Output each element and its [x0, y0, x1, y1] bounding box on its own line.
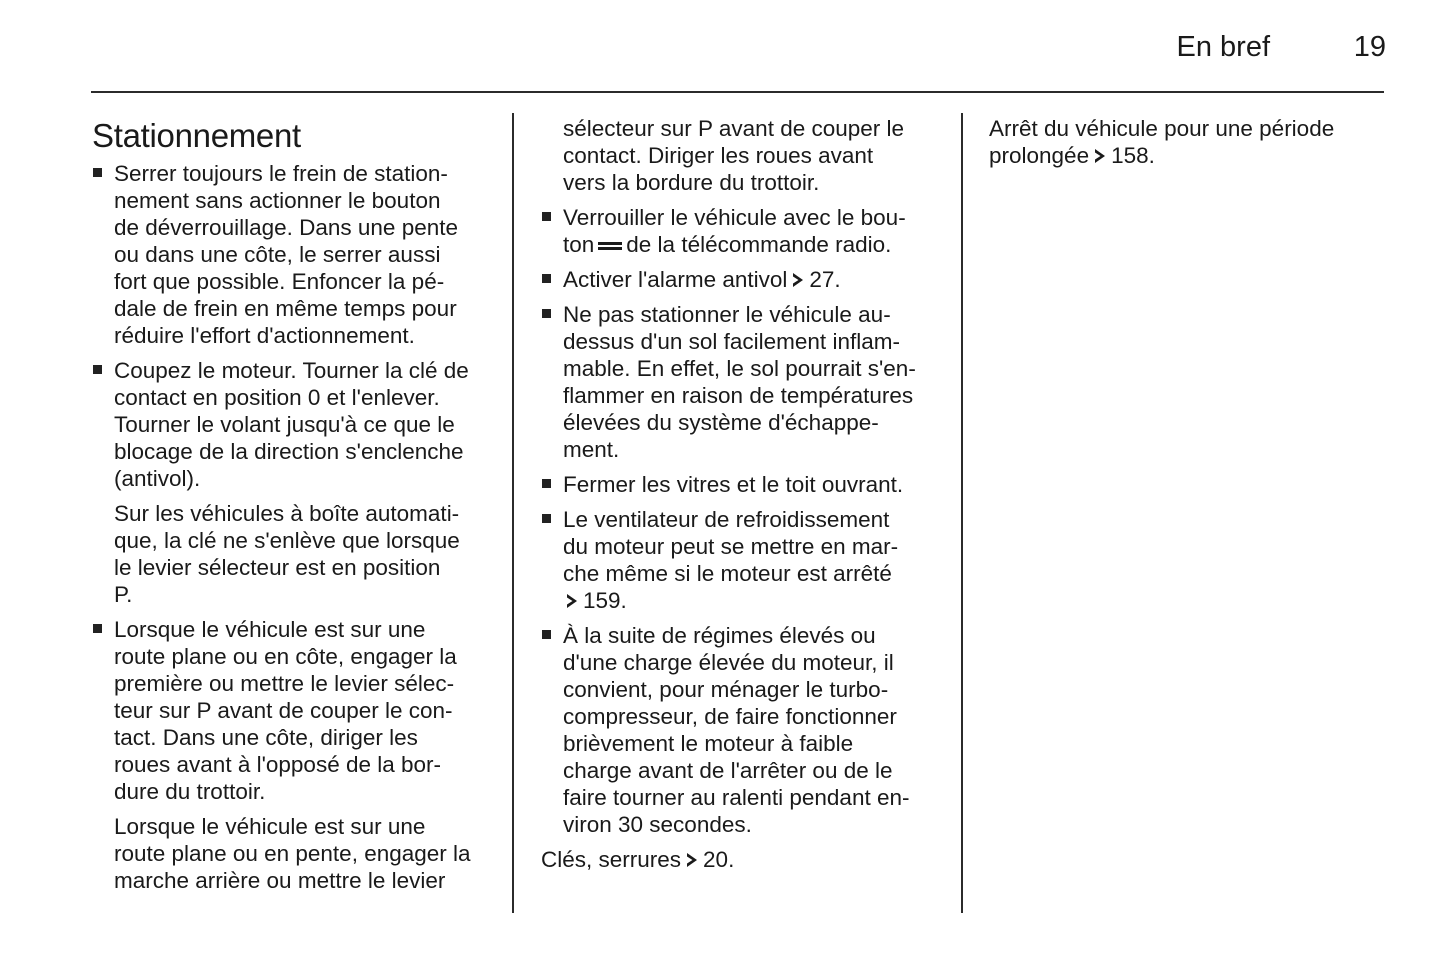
cross-reference-keys-locks: Clés, serrures 20. [541, 847, 735, 872]
text-line: P. [114, 582, 133, 607]
text-line: Sur les véhicules à boîte automati- [114, 501, 460, 526]
reference-arrow-icon[interactable] [789, 271, 806, 289]
text-line: Ne pas stationner le véhicule au- [563, 302, 891, 327]
page-reference[interactable]: 159. [583, 588, 627, 613]
text-line: dessus d'un sol facilement inflam- [563, 329, 900, 354]
text-line: ment. [563, 437, 620, 462]
text-line: che même si le moteur est arrêté [563, 561, 892, 586]
bullet-item [92, 160, 492, 349]
text-line: flammer en raison de températures [563, 383, 914, 408]
text-line: viron 30 secondes. [563, 812, 752, 837]
text-line: contact en position 0 et l'enlever. [114, 385, 440, 410]
text-line: charge avant de l'arrêter ou de le [563, 758, 893, 783]
reference-arrow-icon[interactable] [683, 851, 700, 869]
text-line: dure du trottoir. [114, 779, 266, 804]
square-bullet-icon [93, 168, 102, 177]
text-line: brièvement le moteur à faible [563, 731, 854, 756]
square-bullet-icon [542, 212, 551, 221]
column-2 [541, 115, 941, 881]
text-line: élevées du système d'échappe- [563, 410, 879, 435]
text-line: Lorsque le véhicule est sur une [114, 617, 426, 642]
column-divider-2 [961, 113, 963, 913]
text-line: Le ventilateur de refroidissement [563, 507, 890, 532]
paragraph [92, 813, 492, 894]
text-line: dale de frein en même temps pour [114, 296, 457, 321]
column-divider-1 [512, 113, 514, 913]
column-1 [92, 115, 492, 902]
text-line: le levier sélecteur est en position [114, 555, 441, 580]
page-reference[interactable]: 20. [703, 847, 735, 872]
text-line: Coupez le moteur. Tourner la clé de [114, 358, 469, 383]
text-line: Fermer les vitres et le toit ouvrant. [563, 472, 904, 497]
square-bullet-icon [542, 479, 551, 488]
page-reference[interactable]: 158. [1111, 143, 1155, 168]
text-line: teur sur P avant de couper le con- [114, 698, 453, 723]
text-line: roues avant à l'opposé de la bor- [114, 752, 442, 777]
text-line: sélecteur sur P avant de couper le [563, 116, 905, 141]
reference-arrow-icon[interactable] [1091, 147, 1108, 165]
text-line: (antivol). [114, 466, 201, 491]
square-bullet-icon [542, 630, 551, 639]
reference-arrow-icon[interactable] [563, 592, 580, 610]
text-line: marche arrière ou mettre le levier [114, 868, 446, 893]
bullet-item [541, 471, 941, 498]
text-line: que, la clé ne s'enlève que lorsque [114, 528, 460, 553]
text-line: réduire l'effort d'actionnement. [114, 323, 415, 348]
column-3 [989, 115, 1389, 177]
text-line: route plane ou en pente, engager la [114, 841, 471, 866]
text-line: faire tourner au ralenti pendant en- [563, 785, 910, 810]
text-line: vers la bordure du trottoir. [563, 170, 820, 195]
text-line: première ou mettre le levier sélec- [114, 671, 455, 696]
section-title: Stationnement [92, 117, 301, 154]
text-line: ou dans une côte, le serrer aussi [114, 242, 441, 267]
page-reference[interactable]: 27. [809, 267, 841, 292]
text-line: compresseur, de faire fonctionner [563, 704, 897, 729]
text-line: À la suite de régimes élevés ou [563, 623, 876, 648]
paragraph [92, 500, 492, 608]
square-bullet-icon [542, 309, 551, 318]
page-number: 19 [1353, 31, 1386, 63]
header-rule [91, 91, 1384, 93]
square-bullet-icon [542, 514, 551, 523]
text-line: nement sans actionner le bouton [114, 188, 441, 213]
bullet-item [92, 357, 492, 492]
text-line: fort que possible. Enfoncer la pé- [114, 269, 445, 294]
text-line: convient, pour ménager le turbo- [563, 677, 889, 702]
bullet-alarm: Activer l'alarme antivol 27. [541, 266, 941, 293]
text-line: route plane ou en côte, engager la [114, 644, 457, 669]
text-line: blocage de la direction s'enclenche [114, 439, 464, 464]
square-bullet-icon [93, 365, 102, 374]
lock-key-icon [598, 241, 622, 251]
continued-paragraph [541, 115, 941, 196]
square-bullet-icon [93, 624, 102, 633]
running-header-section: En bref [1176, 31, 1270, 63]
bullet-item [541, 301, 941, 463]
bullet-item [92, 616, 492, 805]
text-line: contact. Diriger les roues avant [563, 143, 874, 168]
bullet-lock-vehicle: Verrouiller le véhicule avec le bou- ton de la télécommande radio. [541, 204, 941, 258]
text-line: tact. Dans une côte, diriger les [114, 725, 418, 750]
text-line: du moteur peut se mettre en mar- [563, 534, 899, 559]
square-bullet-icon [542, 274, 551, 283]
text-line: Tourner le volant jusqu'à ce que le [114, 412, 455, 437]
text-line: Lorsque le véhicule est sur une [114, 814, 426, 839]
bullet-turbo [541, 622, 941, 838]
text-line: de déverrouillage. Dans une pente [114, 215, 458, 240]
cross-reference-long-stop: Arrêt du véhicule pour une période prolongée 158. [989, 116, 1335, 168]
text-line: d'une charge élevée du moteur, il [563, 650, 894, 675]
text-line: mable. En effet, le sol pourrait s'en- [563, 356, 916, 381]
bullet-cooling-fan [541, 506, 941, 614]
text-line: Serrer toujours le frein de station- [114, 161, 448, 186]
